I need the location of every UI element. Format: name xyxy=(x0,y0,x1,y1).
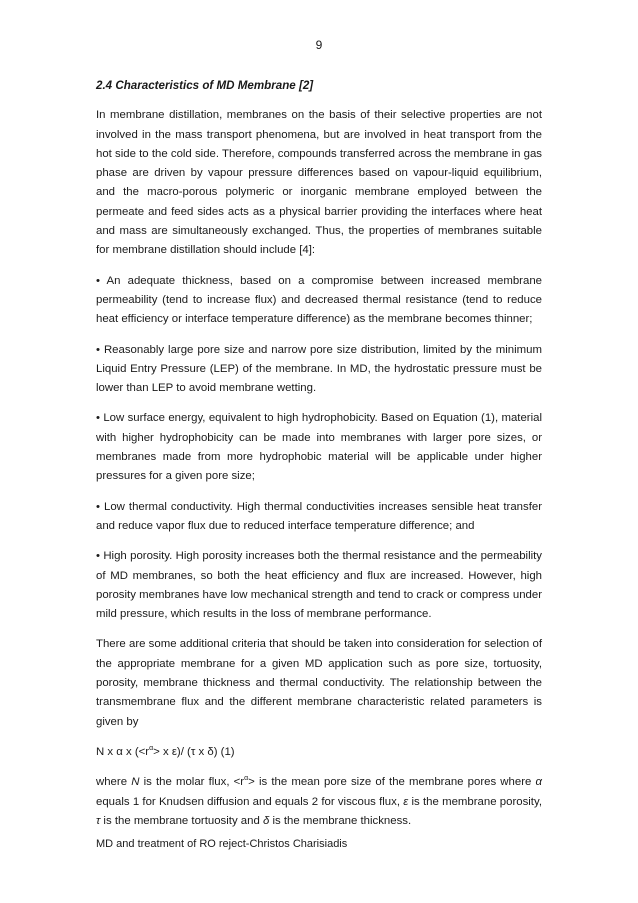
bullet-thermal-conductivity: • Low thermal conductivity. High thermal conductivities increases sensible heat transfer and reduce vapor flux due to reduced interface temperature difference; and xyxy=(96,500,542,532)
criteria-paragraph: There are some additional criteria that should be taken into consideration for selection of the appropriate membrane for a given MD application such as pore size, tortuosity, porosity, membrane thickness and thermal conductivity. The relationship between the transmembrane flux and the different membrane characteristic related parameters is given by xyxy=(96,638,542,728)
bullet-pore-size: • Reasonably large pore size and narrow pore size distribution, limited by the minimum Liquid Entry Pressure (LEP) of the membrane. In MD, the hydrostatic pressure must be lower than LEP to avoid membrane wetting. xyxy=(96,343,542,395)
variable-delta: δ xyxy=(262,814,270,827)
definition-text: equals 1 for Knudsen diffusion and equals 2 for viscous flux, xyxy=(96,795,404,808)
variable-alpha: α xyxy=(535,776,542,789)
equation-part-1: N x α x (<r xyxy=(96,745,150,758)
bullet-surface-energy: • Low surface energy, equivalent to high hydrophobicity. Based on Equation (1), material with higher hydrophobicity can be made into membranes with larger pore sizes, or membranes made from more hydrophobic material will be applicable under higher pressures for a given pore size; xyxy=(96,412,542,483)
definition-text: where xyxy=(96,776,132,789)
equation-part-2: > x ε)/ (τ x δ) (1) xyxy=(153,745,235,758)
variable-tau: τ xyxy=(96,814,101,827)
variable-n: N xyxy=(131,776,140,789)
bullet-thickness: • An adequate thickness, based on a compromise between increased membrane permeability (tend to increase flux) and decreased thermal resistance (tend to reduce heat efficiency or interface temperature difference) as the membrane becomes thinner; xyxy=(96,274,542,326)
page-footer: MD and treatment of RO reject-Christos Charisiadis xyxy=(96,838,348,850)
bullet-porosity: • High porosity. High porosity increases both the thermal resistance and the permeability of MD membranes, so both the heat efficiency and flux are increased. However, high porosity membranes have low mechanical strength and tend to crack or compress under mild pressure, which results in the loss of membrane performance. xyxy=(96,550,542,621)
intro-paragraph: In membrane distillation, membranes on the basis of their selective properties are not involved in the mass transport phenomena, but are involved in heat transport from the hot side to the cold side. Therefore, compounds transferred across the membrane in gas phase are driven by vapour pressure differences based on vapour-liquid equilibrium, and the macro-porous polymeric or inorganic membrane employed between the permeate and feed sides acts as a physical barrier providing the interfaces where heat and mass are simultaneously exchanged. Thus, the properties of membranes suitable for membrane distillation should include [4]: xyxy=(96,109,542,257)
definition-text: is the membrane tortuosity and xyxy=(100,814,263,827)
definition-text: > is the mean pore size of the membrane pores where xyxy=(248,776,536,789)
definition-text: is the membrane thickness. xyxy=(269,814,412,827)
equation-superscript: α xyxy=(149,745,154,753)
definitions-paragraph xyxy=(96,773,542,831)
definition-text: is the molar flux, <r xyxy=(139,776,245,789)
definition-superscript: α xyxy=(244,775,249,783)
page-number: 9 xyxy=(315,38,323,52)
definition-text: is the membrane porosity, xyxy=(408,795,542,808)
variable-epsilon: ε xyxy=(403,795,409,808)
section-heading: 2.4 Characteristics of MD Membrane [2] xyxy=(96,79,314,92)
flux-equation xyxy=(96,743,542,762)
page-content xyxy=(96,76,542,842)
